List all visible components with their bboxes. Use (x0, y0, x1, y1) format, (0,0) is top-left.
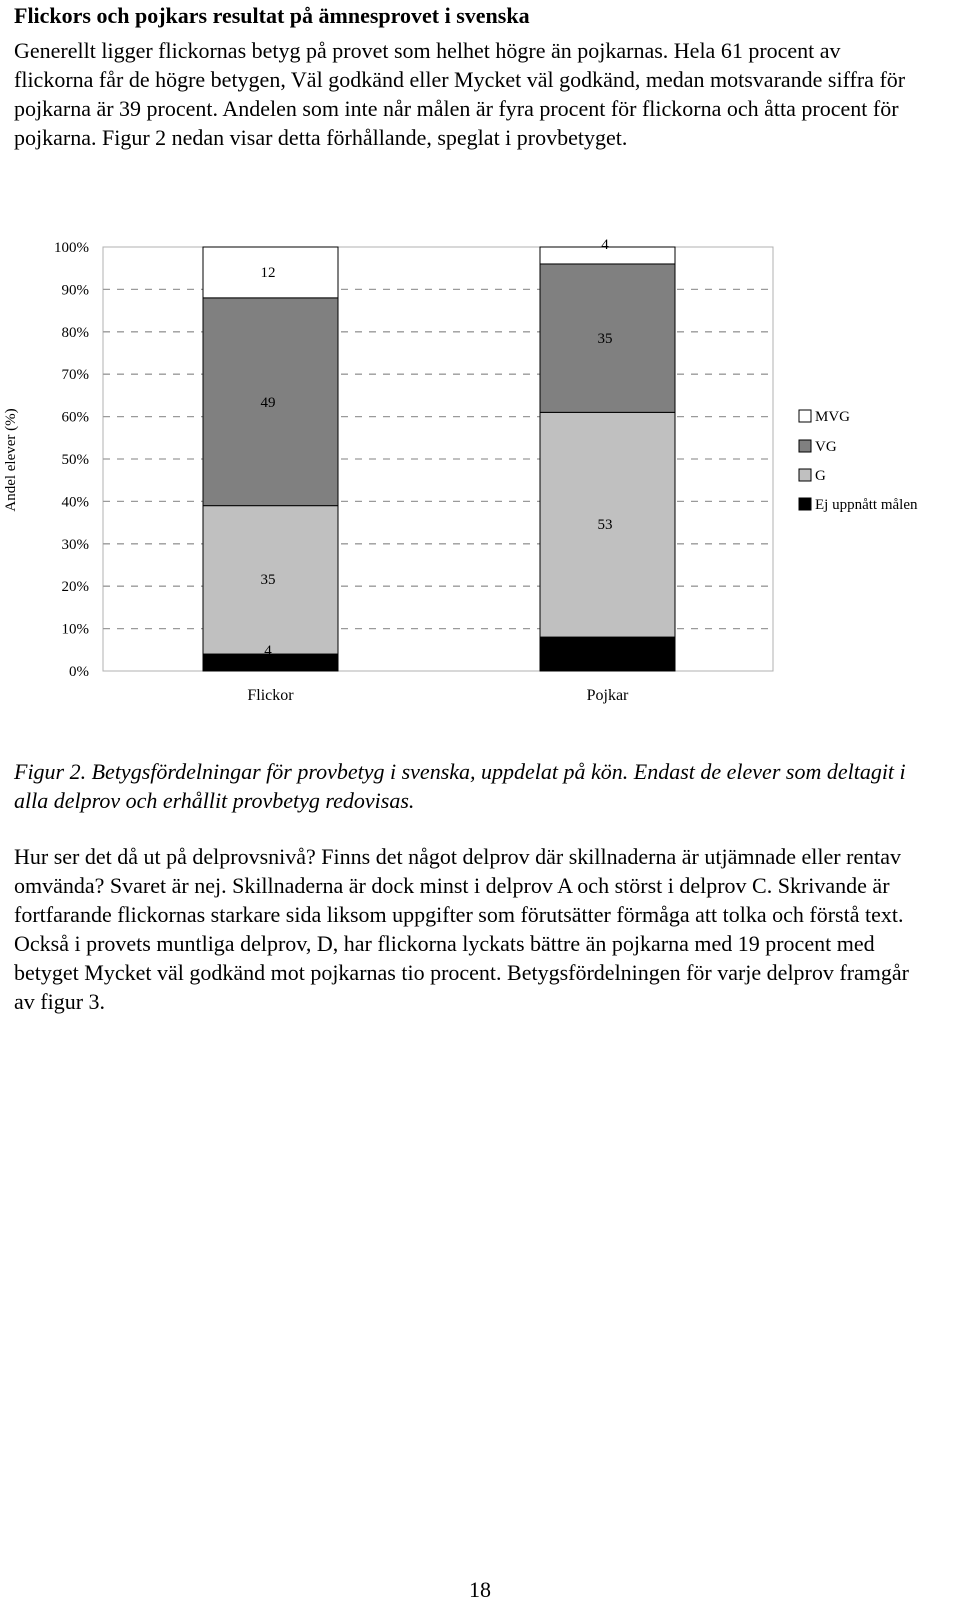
figure-caption: Figur 2. Betygsfördelningar för provbetyg i svenska, uppdelat på kön. Endast de elever som deltagit i alla delprov och erhållit provbetyg redovisas. (14, 759, 906, 813)
y-tick-label: 90% (61, 282, 89, 299)
page-number: 18 (469, 1577, 491, 1602)
legend-label: G (815, 468, 826, 484)
legend-swatch (799, 498, 811, 510)
data-label: 53 (597, 517, 613, 533)
y-tick-label: 80% (61, 324, 89, 341)
y-tick-label: 70% (61, 367, 89, 384)
y-tick-label: 0% (69, 664, 89, 680)
legend-swatch (799, 440, 811, 452)
data-label: 12 (260, 265, 276, 281)
data-label: 49 (260, 395, 276, 411)
intro-paragraph: Generellt ligger flickornas betyg på provet som helhet högre än pojkarnas. Hela 61 procent av flickorna får de högre betygen, Väl godkänd eller Mycket väl godkänd, medan motsvarande siffra för pojkarna är 39 procent. Andelen som inte når målen är fyra procent för flickorna och åtta procent för pojkarna. Figur 2 nedan visar detta förhållande, speglat i provbetyget. (14, 38, 906, 150)
legend-label: Ej uppnått målen (815, 497, 918, 513)
legend-label: VG (815, 439, 837, 455)
legend-swatch (799, 469, 811, 481)
y-tick-label: 60% (61, 409, 89, 426)
body-paragraph: Hur ser det då ut på delprovsnivå? Finns det något delprov där skillnaderna är utjämnade eller rentav omvända? Svaret är nej. Skillnaderna är dock minst i delprov A och störst i delprov C. Skrivande är fortfarande flickornas starkare sida liksom uppgifter som förutsätter förmåga att tolka och förstå text. Också i provets muntliga delprov, D, har flickorna lyckats bättre än pojkarna med 19 procent med betyget Mycket väl godkänd mot pojkarnas tio procent. Betygsfördelningen för varje delprov framgår av figur 3. (14, 844, 910, 1014)
grade-distribution-chart (0, 220, 960, 720)
data-label: 8 (601, 643, 609, 659)
legend-label: MVG (815, 409, 851, 425)
y-tick-label: 20% (61, 579, 89, 596)
x-tick-label: Flickor (247, 687, 294, 704)
y-tick-label: 100% (54, 240, 89, 256)
data-label: 4 (264, 643, 272, 659)
y-axis-label: Andel elever (%) (3, 408, 19, 512)
data-label: 35 (597, 331, 613, 347)
data-label: 35 (260, 572, 276, 588)
data-label: 4 (601, 237, 609, 253)
y-tick-label: 40% (61, 494, 89, 511)
x-tick-label: Pojkar (586, 687, 629, 704)
y-tick-label: 10% (61, 621, 89, 638)
y-tick-label: 50% (61, 452, 89, 468)
legend-swatch (799, 410, 811, 422)
section-heading: Flickors och pojkars resultat på ämnesprovet i svenska (14, 3, 530, 28)
y-tick-label: 30% (61, 536, 89, 553)
